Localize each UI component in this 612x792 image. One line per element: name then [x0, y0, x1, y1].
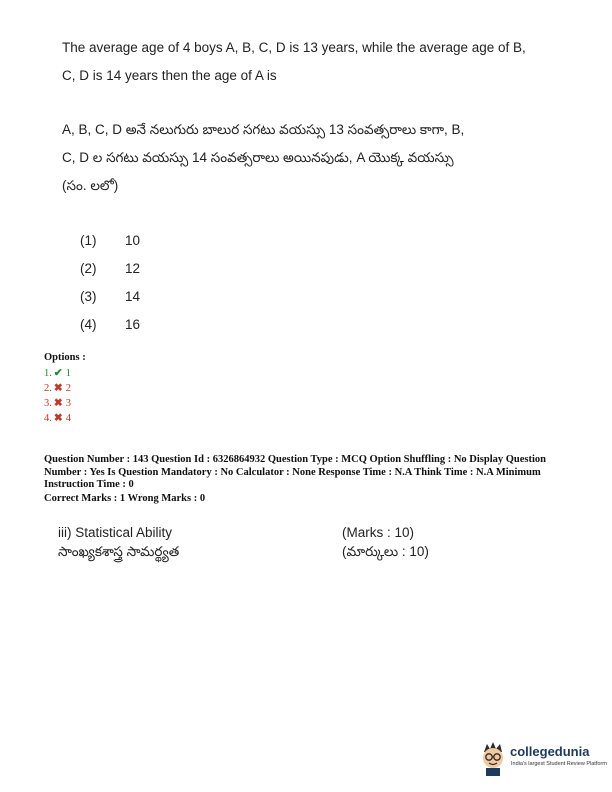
- check-icon: ✔: [53, 368, 63, 379]
- cross-icon: ✖: [53, 383, 63, 394]
- mascot-icon: [478, 740, 508, 776]
- question-telugu-line-1: A, B, C, D అనే నలుగురు బాలుర సగటు వయస్సు 13 సంవత్సరాలు కాగా, B,: [62, 122, 465, 137]
- options-heading: Options :: [44, 352, 86, 363]
- choice-value: 12: [125, 260, 141, 276]
- option-index: 3.: [44, 398, 52, 409]
- cross-icon: ✖: [53, 413, 63, 424]
- question-english: [62, 34, 552, 90]
- option-value: 1: [65, 368, 71, 379]
- option-index: 2.: [44, 383, 52, 394]
- option-value: 2: [65, 383, 71, 394]
- answer-choices: [80, 226, 140, 338]
- question-telugu: [62, 116, 562, 200]
- choice-value: 16: [125, 316, 141, 332]
- section-title-telugu: సాంఖ్యకశాస్త్ర సామర్థ్యత: [58, 544, 180, 559]
- question-metadata: [44, 454, 574, 492]
- answer-choice: [80, 254, 140, 282]
- logo-name: collegedunia: [510, 744, 590, 759]
- answer-choice: [80, 282, 140, 310]
- metadata-line-3: Instruction Time : 0: [44, 479, 134, 490]
- question-telugu-line-2: C, D ల సగటు వయస్సు 14 సంవత్సరాలు అయినపుడు, A యొక్క వయస్సు: [62, 150, 454, 165]
- answer-choice: [80, 226, 140, 254]
- option-value: 4: [65, 413, 71, 424]
- question-telugu-line-3: (సం. లలో): [62, 178, 119, 193]
- choice-number: (3): [80, 288, 97, 304]
- collegedunia-logo: [478, 740, 608, 776]
- options-list: [44, 352, 86, 426]
- choice-number: (1): [80, 232, 97, 248]
- section-marks-english: (Marks : 10): [342, 525, 415, 540]
- section-title-english: iii) Statistical Ability: [58, 525, 173, 540]
- question-english-line-2: C, D is 14 years then the age of A is: [62, 68, 277, 83]
- option-item: [44, 366, 86, 381]
- option-item: [44, 396, 86, 411]
- choice-value: 14: [125, 288, 141, 304]
- option-item: [44, 381, 86, 396]
- cross-icon: ✖: [53, 398, 63, 409]
- choice-number: (4): [80, 316, 97, 332]
- section-title: [58, 523, 179, 561]
- section-marks-telugu: (మార్కులు : 10): [342, 544, 429, 559]
- option-index: 1.: [44, 368, 52, 379]
- option-item: [44, 411, 86, 426]
- choice-number: (2): [80, 260, 97, 276]
- logo-tagline: India's largest Student Review Platform: [511, 761, 607, 767]
- option-value: 3: [65, 398, 71, 409]
- marks-info: Correct Marks : 1 Wrong Marks : 0: [44, 493, 206, 504]
- metadata-line-2: Number : Yes Is Question Mandatory : No Calculator : None Response Time : N.A Think Time : N.A Minimum: [44, 466, 541, 478]
- option-index: 4.: [44, 413, 52, 424]
- answer-choice: [80, 310, 140, 338]
- section-marks: [342, 523, 429, 561]
- choice-value: 10: [125, 232, 141, 248]
- metadata-line-1: Question Number : 143 Question Id : 6326864932 Question Type : MCQ Option Shuffling : No Display Question: [44, 454, 547, 465]
- question-english-line-1: The average age of 4 boys A, B, C, D is 13 years, while the average age of B,: [62, 40, 526, 55]
